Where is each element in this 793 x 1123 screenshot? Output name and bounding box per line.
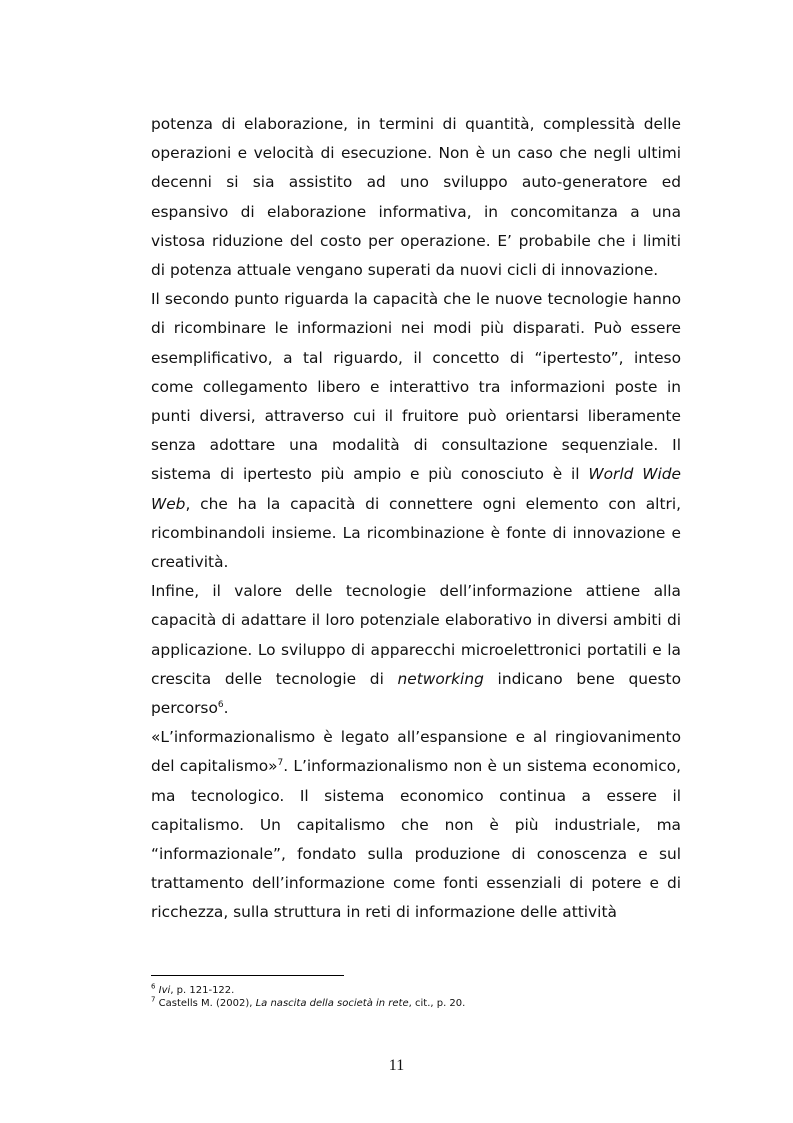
text-segment: Infine, il valore delle tecnologie dell’informazione attiene alla capacità di adattare il loro potenziale elaborativo in diversi ambiti di applicazione. Lo sviluppo di apparecchi microelettronici portatili e la crescita delle tecnologie di — [151, 582, 681, 688]
italic-text: La nascita della società in rete — [255, 998, 409, 1009]
text-segment: , p. 121-122. — [170, 985, 235, 996]
text-segment: «L’informazionalismo è legato all’espansione e al ringiovanimento del capitalismo» — [151, 728, 681, 776]
text-segment: . — [223, 699, 229, 718]
text-segment: , che ha la capacità di connettere ogni elemento con altri, ricombinandoli insieme. La ricombinazione è fonte di innovazione e creatività. — [151, 494, 681, 572]
footnote-reference: 7 — [277, 758, 284, 769]
footnotes — [151, 984, 681, 1010]
page-number: 11 — [388, 1057, 405, 1074]
paragraph — [151, 577, 681, 723]
text-segment: . L’informazionalismo non è un sistema economico, ma tecnologico. Il sistema economico continua a essere il capitalismo. Un capitalismo che non è più industriale, ma “informazionale”, fondato sulla produzione di conoscenza e sul trattamento dell’informazione come fonti essenziali di potere e di ricchezza, sulla struttura in reti di informazione delle attività — [151, 757, 681, 922]
footnote-number: 6 — [151, 982, 156, 991]
body-text — [151, 110, 681, 928]
paragraph — [151, 110, 681, 285]
footnote — [151, 984, 681, 997]
italic-text: Ivi — [158, 985, 171, 996]
italic-text: networking — [397, 669, 484, 688]
text-segment: Castells M. (2002), — [158, 998, 256, 1009]
footnote-number: 7 — [151, 995, 156, 1004]
footnote — [151, 997, 681, 1010]
text-segment: indicano bene questo percorso — [151, 669, 681, 718]
text-segment: potenza di elaborazione, in termini di quantità, complessità delle operazioni e velocità di esecuzione. Non è un caso che negli ultimi decenni si sia assistito ad uno sviluppo auto-generatore ed espansivo di elaborazione informativa, in concomitanza a una vistosa riduzione del costo per operazione. E’ probabile che i limiti di potenza attuale vengano superati da nuovi cicli di innovazione. — [151, 115, 681, 280]
text-segment: Il secondo punto riguarda la capacità che le nuove tecnologie hanno di ricombinare le informazioni nei modi più disparati. Può essere esemplificativo, a tal riguardo, il concetto di “ipertesto”, inteso come collegamento libero e interattivo tra informazioni poste in punti diversi, attraverso cui il fruitore può orientarsi liberamente senza adottare una modalità di consultazione sequenziale. Il sistema di ipertesto più ampio e più conosciuto è il — [151, 290, 681, 484]
text-segment: , cit., p. 20. — [408, 998, 466, 1009]
paragraph — [151, 723, 681, 927]
footnote-reference: 6 — [217, 699, 224, 710]
paragraph — [151, 285, 681, 577]
italic-text: World Wide Web — [151, 465, 681, 513]
footnote-separator — [151, 975, 344, 976]
